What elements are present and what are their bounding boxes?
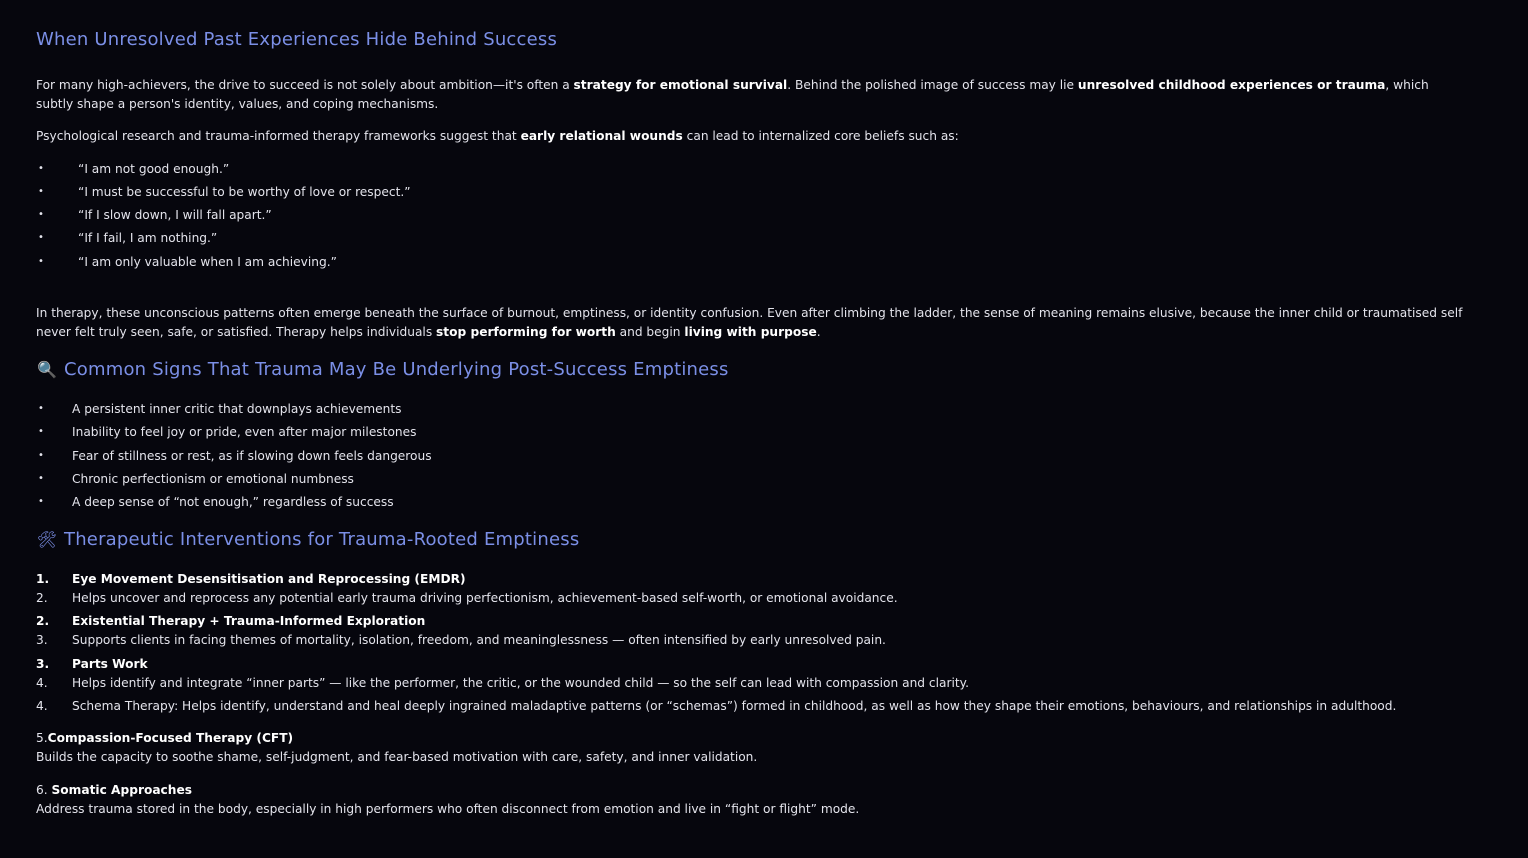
intro-paragraph xyxy=(36,76,1466,113)
intro-emphasis: strategy for emotional survival xyxy=(573,78,788,92)
research-text: Psychological research and trauma-informed therapy frameworks suggest that xyxy=(36,129,521,143)
list-item-text: A persistent inner critic that downplays achievements xyxy=(72,402,402,416)
item-number: 4. xyxy=(36,699,48,713)
cft-number: 5. xyxy=(36,731,48,745)
item-text: Helps uncover and reprocess any potential early trauma driving perfectionism, achievement-based self-worth, or emotional avoidance. xyxy=(72,591,898,605)
somatic-title-text: Somatic Approaches xyxy=(51,783,192,797)
bullet-icon: • xyxy=(38,232,44,243)
therapy-paragraph xyxy=(36,304,1466,341)
list-item-text: Fear of stillness or rest, as if slowing down feels dangerous xyxy=(72,449,432,463)
cft-description: Builds the capacity to soothe shame, self-judgment, and fear-based motivation with care, safety, and inner validation. xyxy=(36,750,758,764)
item-text: Existential Therapy + Trauma-Informed Exploration xyxy=(72,614,426,628)
signs-heading-text: Common Signs That Trauma May Be Underlying Post-Success Emptiness xyxy=(64,359,729,380)
page-title: When Unresolved Past Experiences Hide Behind Success xyxy=(36,29,558,50)
bullet-icon: • xyxy=(38,256,44,267)
list-item-text: A deep sense of “not enough,” regardless of success xyxy=(72,495,394,509)
bullet-icon: • xyxy=(38,473,44,484)
therapy-emphasis: stop performing for worth xyxy=(436,324,616,339)
item-number: 2. xyxy=(36,591,48,605)
bullet-icon: • xyxy=(38,163,44,174)
list-item-text: “If I slow down, I will fall apart.” xyxy=(78,208,272,222)
item-text: Parts Work xyxy=(72,657,148,671)
bullet-icon: • xyxy=(38,496,44,507)
intro-text: , which subtly shape a person's identity, values, and coping mechanisms. xyxy=(36,78,1429,111)
interventions-heading xyxy=(36,528,579,552)
list-item-text: “If I fail, I am nothing.” xyxy=(78,231,218,245)
therapy-text: . xyxy=(816,324,821,339)
bullet-icon: • xyxy=(38,186,44,197)
cft-title xyxy=(36,729,293,748)
item-number: 1. xyxy=(36,572,50,586)
magnifier-icon: 🔍 xyxy=(36,360,58,379)
tools-icon: 🛠 xyxy=(36,530,58,549)
research-paragraph xyxy=(36,127,1466,146)
list-item-text: “I must be successful to be worthy of love or respect.” xyxy=(78,185,411,199)
list-item-text: Chronic perfectionism or emotional numbness xyxy=(72,472,354,486)
therapy-text: and begin xyxy=(615,324,685,339)
intro-emphasis: unresolved childhood experiences or trauma xyxy=(1077,78,1386,92)
item-text: Helps identify and integrate “inner parts” — like the performer, the critic, or the wounded child — so the self can lead with compassion and clarity. xyxy=(72,676,969,690)
cft-title-text: Compassion-Focused Therapy (CFT) xyxy=(47,731,294,745)
bullet-icon: • xyxy=(38,209,44,220)
research-text: can lead to internalized core beliefs such as: xyxy=(682,129,959,143)
somatic-title xyxy=(36,781,192,800)
item-number: 3. xyxy=(36,657,50,671)
bullet-icon: • xyxy=(38,403,44,414)
intro-text: For many high-achievers, the drive to succeed is not solely about ambition—it's often a xyxy=(36,78,574,92)
item-text: Schema Therapy: Helps identify, understand and heal deeply ingrained maladaptive patterns (or “schemas”) formed in childhood, as well as how they shape their emotions, behaviours, and relationships in adulthood. xyxy=(72,699,1397,713)
item-text: Supports clients in facing themes of mortality, isolation, freedom, and meaninglessness — often intensified by early unresolved pain. xyxy=(72,633,886,647)
somatic-number: 6. xyxy=(36,783,52,797)
intro-text: . Behind the polished image of success may lie xyxy=(787,78,1078,92)
interventions-heading-text: Therapeutic Interventions for Trauma-Rooted Emptiness xyxy=(64,529,580,550)
research-emphasis: early relational wounds xyxy=(520,129,683,143)
signs-heading xyxy=(36,358,729,382)
therapy-emphasis: living with purpose xyxy=(684,324,817,339)
therapy-text: In therapy, these unconscious patterns often emerge beneath the surface of burnout, emptiness, or identity confusion. Even after climbing the ladder, the sense of meaning remains elusive, because the inner child or traumatised self never felt truly seen, safe, or satisfied. Therapy helps individuals xyxy=(36,306,1463,339)
list-item-text: Inability to feel joy or pride, even after major milestones xyxy=(72,425,417,439)
item-number: 2. xyxy=(36,614,50,628)
item-text: Eye Movement Desensitisation and Reprocessing (EMDR) xyxy=(72,572,466,586)
item-number: 3. xyxy=(36,633,48,647)
somatic-description: Address trauma stored in the body, especially in high performers who often disconnect from emotion and live in “fight or flight” mode. xyxy=(36,802,860,816)
bullet-icon: • xyxy=(38,426,44,437)
list-item-text: “I am not good enough.” xyxy=(78,162,230,176)
list-item-text: “I am only valuable when I am achieving.” xyxy=(78,255,337,269)
item-number: 4. xyxy=(36,676,48,690)
bullet-icon: • xyxy=(38,450,44,461)
